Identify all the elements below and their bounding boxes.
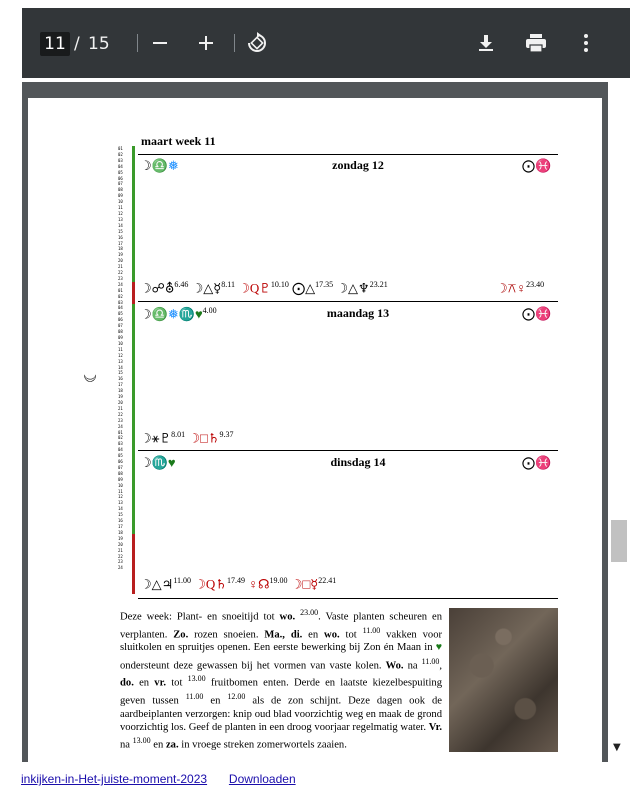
period-bar-green [132, 146, 135, 282]
toolbar-edge [22, 78, 630, 82]
sun-sign-icon: ⨀♓ [522, 306, 552, 321]
aspect-right: ☽⚻♀$^{23.40}$ [496, 280, 545, 296]
period-bar-green [132, 304, 135, 534]
day-top-icons: ☽♎❅♏♥$^{4.00}$ [140, 306, 217, 322]
link-downloaden[interactable]: Downloaden [228, 772, 296, 786]
divider [138, 154, 558, 155]
plus-icon[interactable] [193, 30, 219, 56]
day-title: maandag 13 [326, 306, 390, 320]
sun-sign-icon: ⨀♓ [522, 455, 552, 470]
page-separator: / [74, 34, 80, 54]
print-icon[interactable] [523, 30, 549, 56]
aspect-row: ☽△♃$^{11.00}$ ☽Q♄$^{17.49}$ ♀☊$^{19.00}$ ☽□☿$^{22.41}$ [140, 576, 337, 592]
page-total: 15 [88, 34, 110, 54]
pdf-page [28, 98, 602, 762]
scroll-down-arrow-icon[interactable]: ▼ [613, 742, 621, 753]
garden-photo [449, 608, 558, 752]
toolbar-divider [137, 34, 138, 52]
divider [138, 598, 558, 599]
day-top-icons: ☽♏♥ [140, 455, 176, 470]
aspect-row: ☽☍⛢$^{6.46}$ ☽△☿$^{8.11}$ ☽Q♇$^{10.10}$ ⨀△$^{17.35}$ ☽△♆$^{23.21}$ [140, 280, 388, 296]
link-inkijken[interactable]: inkijken-in-Het-juiste-moment-2023 [21, 772, 208, 786]
toolbar-divider [234, 34, 235, 52]
hour-column: 01 02 03 04 05 06 07 08 09 10 11 12 13 14 15 16 17 18 19 20 21 22 23 24 01 02 03 04 05 06 07 08 09 10 11 12 13 14 15 16 17 18 19 20 21 22 23 24 01 02 03 04 05 06 07 08 09 10 11 12 13 14 15 16 17 18 19 20 21 22 23 24 [118, 146, 123, 571]
day-title: zondag 12 [332, 158, 384, 172]
divider [138, 301, 558, 302]
day-top-icons: ☽♎❅ [140, 158, 179, 173]
aspect-row: ☽⚹♇$^{8.01}$ ☽□♄$^{9.37}$ [140, 430, 234, 446]
week-title: maart week 11 [141, 134, 216, 148]
rotate-icon[interactable] [244, 30, 270, 56]
sun-sign-icon: ⨀♓ [522, 158, 552, 173]
moon-icon: ☾ [83, 368, 101, 384]
more-vert-icon[interactable] [573, 30, 599, 56]
divider [138, 450, 558, 451]
footer-links [21, 772, 314, 786]
scrollbar-track[interactable] [608, 82, 630, 762]
day-title: dinsdag 14 [330, 455, 386, 469]
pdf-viewer [22, 8, 630, 762]
page-number-input[interactable]: 11 [40, 32, 70, 56]
scrollbar-thumb[interactable] [611, 520, 627, 562]
minus-icon[interactable] [147, 30, 173, 56]
period-bar-red [132, 534, 135, 594]
download-icon[interactable] [473, 30, 499, 56]
pdf-toolbar [22, 8, 630, 78]
period-bar-red [132, 282, 135, 304]
week-description: Deze week: Plant- en snoeitijd tot wo. $^{23.00}$. Vaste planten scheuren en verplanten. Zo. rozen snoeien. Ma., di. en wo. tot $^{11.00}$ vakken voor sluitkolen en spruitjes openen. Een eerste bewerking bij Zon én Maan in ♥ ondersteunt deze gewassen bij het vormen van vaste kolen. Wo. na $^{11.00}$, do. en vr. tot $^{13.00}$ fruitbomen enten. Derde en laatste kiezelbespuiting geven tussen $^{11.00}$ en $^{12.00}$ als de zon schijnt. Deze dagen ook de aardbeiplanten verzorgen: knip oud blad voorzichtig weg en maak de grond voorzichtig los. Geef de planten in een droog voorjaar regelmatig water. Vr. na $^{13.00}$ en za. in vroege streken zomerwortels zaaien. [120, 608, 443, 751]
